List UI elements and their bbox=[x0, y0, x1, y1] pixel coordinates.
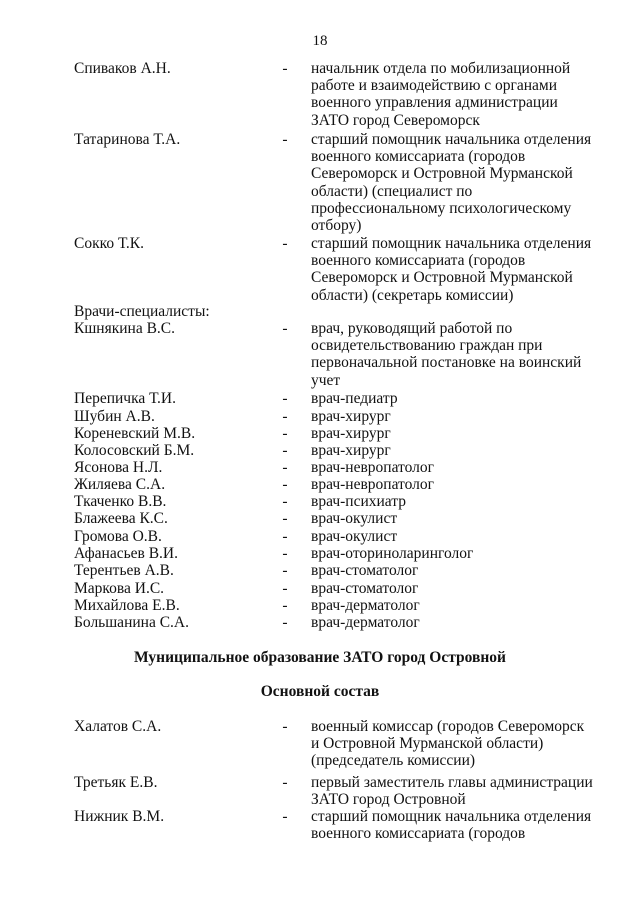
description-line: военного управления администрации bbox=[311, 94, 558, 112]
person-name: Татаринова Т.А. bbox=[74, 131, 181, 148]
section-title: Муниципальное образование ЗАТО город Островной bbox=[134, 649, 506, 666]
description-line: начальник отдела по мобилизационной bbox=[311, 60, 571, 77]
separator-dash: - bbox=[282, 510, 288, 527]
position-description bbox=[311, 614, 601, 631]
position-description bbox=[311, 442, 601, 459]
person-name: Громова О.В. bbox=[74, 528, 162, 545]
subsection-title: Основной состав bbox=[260, 683, 380, 700]
separator-dash: - bbox=[282, 442, 288, 459]
position-description bbox=[311, 131, 601, 234]
description-line: учет bbox=[311, 371, 341, 389]
description-line: врач-хирург bbox=[311, 442, 391, 459]
position-description bbox=[311, 459, 601, 476]
description-line: работе и взаимодействию с органами bbox=[311, 77, 558, 95]
description-line: врач-оториноларинголог bbox=[311, 545, 474, 562]
person-name: Шубин А.В. bbox=[74, 408, 155, 425]
separator-dash: - bbox=[282, 320, 288, 337]
description-line: врач-психиатр bbox=[311, 493, 406, 510]
description-line: ЗАТО город Североморск bbox=[311, 111, 480, 129]
description-line: старший помощник начальника отделения bbox=[311, 235, 592, 252]
person-name: Ясонова Н.Л. bbox=[74, 459, 163, 476]
person-name: Ткаченко В.В. bbox=[74, 493, 167, 510]
description-line: врач-стоматолог bbox=[311, 562, 419, 579]
position-description bbox=[311, 562, 601, 579]
position-description bbox=[311, 545, 601, 562]
position-description bbox=[311, 597, 601, 614]
separator-dash: - bbox=[282, 493, 288, 510]
separator-dash: - bbox=[282, 614, 288, 631]
separator-dash: - bbox=[282, 562, 288, 579]
person-name: Михайлова Е.В. bbox=[74, 597, 180, 614]
description-line: военного комиссариата (городов bbox=[311, 252, 526, 270]
description-line: врач-окулист bbox=[311, 510, 398, 527]
position-description bbox=[311, 235, 601, 304]
page-number: 18 bbox=[312, 33, 328, 49]
separator-dash: - bbox=[282, 774, 288, 791]
separator-dash: - bbox=[282, 528, 288, 545]
description-line: врач-хирург bbox=[311, 408, 391, 425]
person-name: Терентьев А.В. bbox=[74, 562, 174, 579]
separator-dash: - bbox=[282, 580, 288, 597]
position-description bbox=[311, 510, 601, 527]
person-name: Афанасьев В.И. bbox=[74, 545, 179, 562]
description-line: военного комиссариата (городов bbox=[311, 825, 526, 843]
separator-dash: - bbox=[282, 131, 288, 148]
separator-dash: - bbox=[282, 390, 288, 407]
person-name: Перепичка Т.И. bbox=[74, 390, 176, 407]
separator-dash: - bbox=[282, 459, 288, 476]
description-line: области) (секретарь комиссии) bbox=[311, 286, 514, 304]
person-name: Кшнякина В.С. bbox=[74, 320, 175, 337]
separator-dash: - bbox=[282, 545, 288, 562]
position-description bbox=[311, 60, 601, 129]
position-description bbox=[311, 425, 601, 442]
description-line: врач-окулист bbox=[311, 528, 398, 545]
position-description bbox=[311, 476, 601, 493]
separator-dash: - bbox=[282, 425, 288, 442]
description-line: военного комиссариата (городов bbox=[311, 148, 526, 166]
position-description bbox=[311, 528, 601, 545]
description-line: области) (специалист по bbox=[311, 182, 473, 200]
position-description bbox=[311, 808, 601, 842]
description-line: отбору) bbox=[311, 217, 362, 235]
person-name: Блажеева К.С. bbox=[74, 510, 168, 527]
person-name: Большанина С.А. bbox=[74, 614, 189, 631]
description-line: старший помощник начальника отделения bbox=[311, 808, 592, 825]
position-description bbox=[311, 408, 601, 425]
person-name: Маркова И.С. bbox=[74, 580, 165, 597]
person-name: Халатов С.А. bbox=[74, 718, 162, 735]
description-line: старший помощник начальника отделения bbox=[311, 131, 592, 148]
description-line: освидетельствованию граждан при bbox=[311, 337, 543, 355]
description-line: врач-педиатр bbox=[311, 390, 398, 407]
description-line: врач-хирург bbox=[311, 425, 391, 442]
separator-dash: - bbox=[282, 408, 288, 425]
description-line: военный комиссар (городов Североморск bbox=[311, 718, 585, 735]
person-name: Колосовский Б.М. bbox=[74, 442, 195, 459]
person-name: Нижник В.М. bbox=[74, 808, 165, 825]
position-description bbox=[311, 580, 601, 597]
description-line: врач-стоматолог bbox=[311, 580, 419, 597]
description-line: врач-дерматолог bbox=[311, 597, 420, 614]
description-line: ЗАТО город Островной bbox=[311, 791, 466, 809]
person-name: Сокко Т.К. bbox=[74, 235, 144, 252]
separator-dash: - bbox=[282, 718, 288, 735]
description-line: Североморск и Островной Мурманской bbox=[311, 269, 573, 287]
position-description bbox=[311, 774, 601, 808]
separator-dash: - bbox=[282, 60, 288, 77]
description-line: врач, руководящий работой по bbox=[311, 320, 513, 337]
person-name: Жиляева С.А. bbox=[74, 476, 166, 493]
separator-dash: - bbox=[282, 597, 288, 614]
separator-dash: - bbox=[282, 235, 288, 252]
description-line: первый заместитель главы администрации bbox=[311, 774, 593, 791]
position-description bbox=[311, 320, 601, 389]
description-line: и Островной Мурманской области) bbox=[311, 735, 544, 753]
person-name: Кореневский М.В. bbox=[74, 425, 196, 442]
specialists-label: Врачи-специалисты: bbox=[74, 303, 210, 320]
position-description bbox=[311, 390, 601, 407]
description-line: Североморск и Островной Мурманской bbox=[311, 165, 573, 183]
person-name: Спиваков А.Н. bbox=[74, 60, 171, 77]
separator-dash: - bbox=[282, 476, 288, 493]
separator-dash: - bbox=[282, 808, 288, 825]
description-line: врач-дерматолог bbox=[311, 614, 420, 631]
position-description bbox=[311, 718, 601, 770]
position-description bbox=[311, 493, 601, 510]
description-line: врач-невропатолог bbox=[311, 476, 435, 493]
description-line: профессиональному психологическому bbox=[311, 199, 572, 217]
description-line: врач-невропатолог bbox=[311, 459, 435, 476]
description-line: (председатель комиссии) bbox=[311, 752, 476, 770]
description-line: первоначальной постановке на воинский bbox=[311, 354, 582, 372]
person-name: Третьяк Е.В. bbox=[74, 774, 158, 791]
